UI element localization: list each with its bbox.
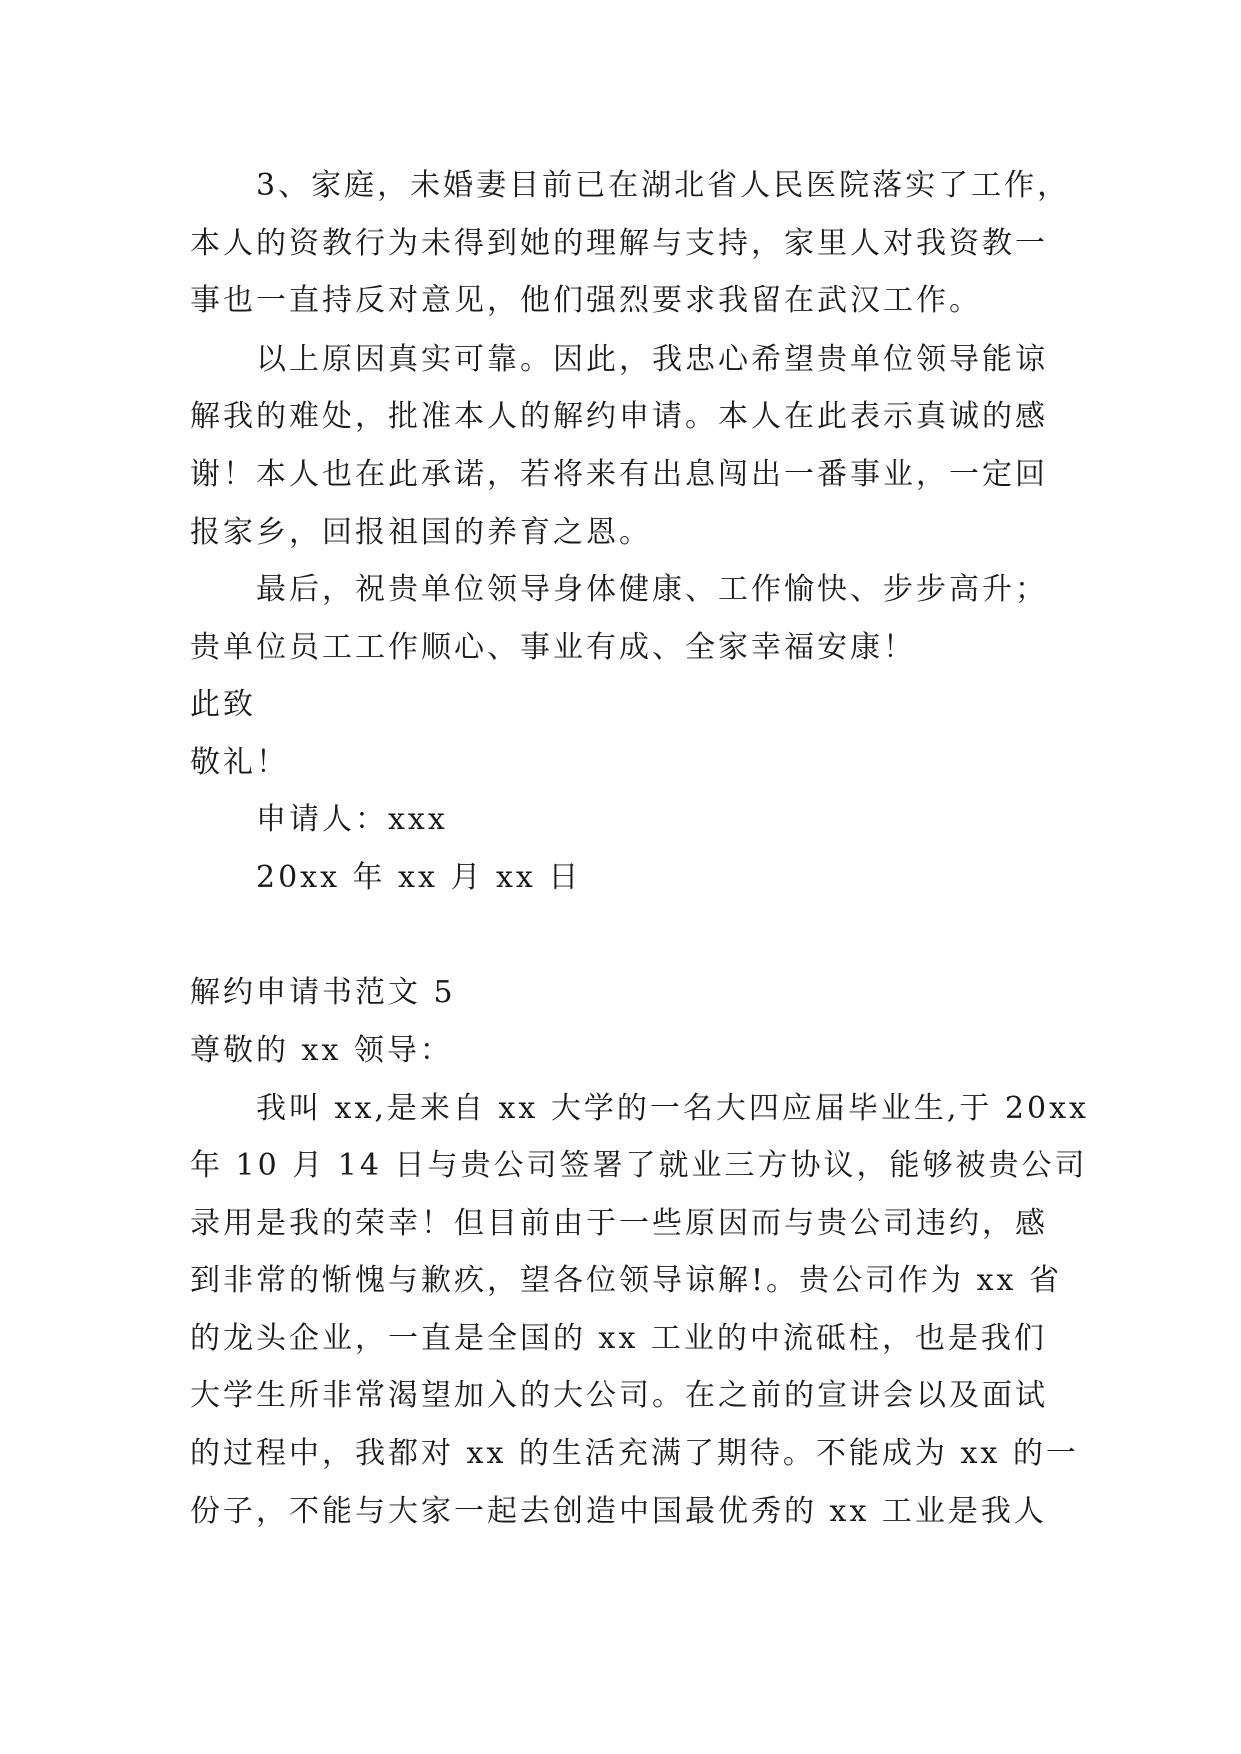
text-line: 年 10 月 14 日与贵公司签署了就业三方协议，能够被贵公司 (190, 1148, 1088, 1183)
text-line: 份子，不能与大家一起去创造中国最优秀的 xx 工业是我人 (190, 1494, 1047, 1529)
text-line: 到非常的惭愧与歉疚，望各位领导谅解!。贵公司作为 xx 省 (190, 1263, 1062, 1298)
text-line: 报家乡，回报祖国的养育之恩。 (190, 515, 652, 550)
salutation: 尊敬的 xx 领导： (190, 1033, 453, 1068)
text-line: 谢！本人也在此承诺，若将来有出息闯出一番事业，一定回 (190, 457, 1048, 492)
text-line: 本人的资教行为未得到她的理解与支持，家里人对我资教一 (190, 226, 1048, 261)
text-line: 3、家庭，未婚妻目前已在湖北省人民医院落实了工作， (256, 168, 1071, 203)
text-line: 的过程中，我都对 xx 的生活充满了期待。不能成为 xx 的一 (190, 1436, 1079, 1471)
text-line: 以上原因真实可靠。因此，我忠心希望贵单位领导能谅 (256, 342, 1048, 377)
section-title: 解约申请书范文 5 (190, 975, 456, 1010)
text-line: 解我的难处，批准本人的解约申请。本人在此表示真诚的感 (190, 399, 1048, 434)
text-line: 的龙头企业，一直是全国的 xx 工业的中流砥柱，也是我们 (190, 1321, 1047, 1356)
text-line: 事也一直持反对意见，他们强烈要求我留在武汉工作。 (190, 283, 982, 318)
closing-line: 敬礼！ (190, 745, 289, 780)
text-line: 最后，祝贵单位领导身体健康、工作愉快、步步高升； (256, 572, 1048, 607)
date-line: 20xx 年 xx 月 xx 日 (256, 860, 582, 895)
signature-line: 申请人：xxx (256, 802, 448, 837)
closing-line: 此致 (190, 687, 256, 722)
text-line: 大学生所非常渴望加入的大公司。在之前的宣讲会以及面试 (190, 1378, 1048, 1413)
text-line: 贵单位员工工作顺心、事业有成、全家幸福安康！ (190, 630, 916, 665)
text-line: 我叫 xx,是来自 xx 大学的一名大四应届毕业生,于 20xx (256, 1091, 1089, 1126)
text-line: 录用是我的荣幸！但目前由于一些原因而与贵公司违约，感 (190, 1206, 1048, 1241)
